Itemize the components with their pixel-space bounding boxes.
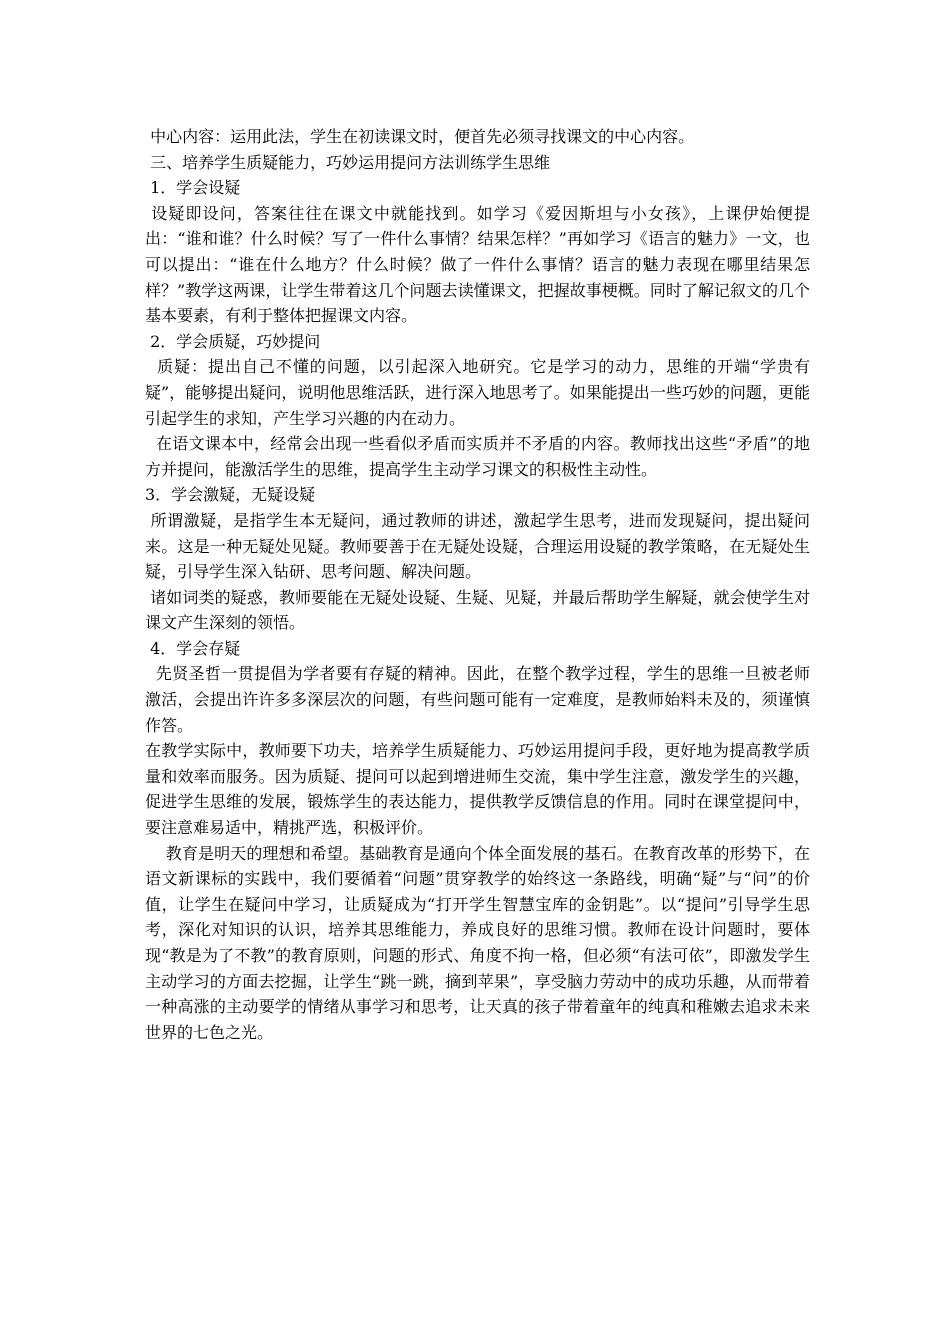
paragraph-stimulate-doubts: 所谓激疑，是指学生本无疑问，通过教师的讲述，激起学生思考，进而发现疑问，提出疑问来。这是一种无疑处见疑。教师要善于在无疑处设疑，合理运用设疑的教学策略，在无疑处生疑，引导学生深入钻研、思考问题、解决问题。	[145, 510, 810, 582]
paragraph-keep-doubts: 先贤圣哲一贯提倡为学者要有存疑的精神。因此，在整个教学过程，学生的思维一旦被老师激活，会提出许许多多深层次的问题，有些问题可能有一定难度，是教师始料未及的，须谨慎作答。	[145, 664, 810, 735]
paragraph-contradictions: 在语文课本中，经常会出现一些看似矛盾而实质并不矛盾的内容。教师找出这些“矛盾”的地方并提问，能激活学生的思维，提高学生主动学习课文的积极性主动性。	[145, 434, 811, 479]
subheading-2-question-doubts: 2．学会质疑，巧妙提问	[145, 331, 321, 351]
paragraph-question-doubts: 质疑：提出自己不懂的问题，以引起深入地研究。它是学习的动力，思维的开端“学贵有疑”，能够提出疑问，说明他思维活跃，进行深入地思考了。如果能提出一些巧妙的问题，更能引起学生的求知，产生学习兴趣的内在动力。	[145, 357, 810, 428]
paragraph-central-content: 中心内容：运用此法，学生在初读课文时，便首先必须寻找课文的中心内容。	[145, 127, 695, 146]
subheading-4-keep-doubts: 4．学会存疑	[145, 638, 241, 658]
document-page	[145, 124, 810, 1045]
subheading-3-stimulate-doubts: 3．学会激疑，无疑设疑	[145, 485, 316, 505]
paragraph-set-doubts: 设疑即设问，答案往往在课文中就能找到。如学习《爱因斯坦与小女孩》，上课伊始便提出：“谁和谁？什么时候？写了一件什么事情？结果怎样？”再如学习《语言的魅力》一文，也可以提出：“谁在什么地方？什么时候？做了一件什么事情？语言的魅力表现在哪里结果怎样？”教学这两课，让学生带着这几个问题去读懂课文，把握故事梗概。同时了解记叙文的几个基本要素，有利于整体把握课文内容。	[145, 203, 810, 326]
subheading-1-set-doubts: 1．学会设疑	[145, 178, 241, 198]
paragraph-teaching-practice: 在教学实际中，教师要下功夫，培养学生质疑能力、巧妙运用提问手段，更好地为提高教学质量和效率而服务。因为质疑、提问可以起到增进师生交流，集中学生注意，激发学生的兴趣，促进学生思维的发展，锻炼学生的表达能力，提供教学反馈信息的作用。同时在课堂提问中，要注意难易适中，精挑严选，积极评价。	[145, 741, 810, 838]
section-heading-three: 三、培养学生质疑能力，巧妙运用提问方法训练学生思维	[145, 152, 551, 172]
paragraph-word-class-doubts: 诸如词类的疑惑，教师要能在无疑处设疑、生疑、见疑，并最后帮助学生解疑，就会使学生对课文产生深刻的领悟。	[145, 587, 810, 633]
paragraph-conclusion: 教育是明天的理想和希望。基础教育是通向个体全面发展的基石。在教育改革的形势下，在语文新课标的实践中，我们要循着“问题”贯穿教学的始终这一条路线，明确“疑”与“问”的价值，让学生在疑问中学习，让质疑成为“打开学生智慧宝库的金钥匙”。以“提问”引导学生思考，深化对知识的认识，培养其思维能力，养成良好的思维习惯。教师在设计问题时，要体现“教是为了不教”的教育原则，问题的形式、角度不拘一格，但必须“有法可依”，即激发学生主动学习的方面去挖掘，让学生“跳一跳，摘到苹果”，享受脑力劳动中的成功乐趣，从而带着一种高涨的主动要学的情绪从事学习和思考，让天真的孩子带着童年的纯真和稚嫩去追求未来世界的七色之光。	[145, 843, 810, 1042]
